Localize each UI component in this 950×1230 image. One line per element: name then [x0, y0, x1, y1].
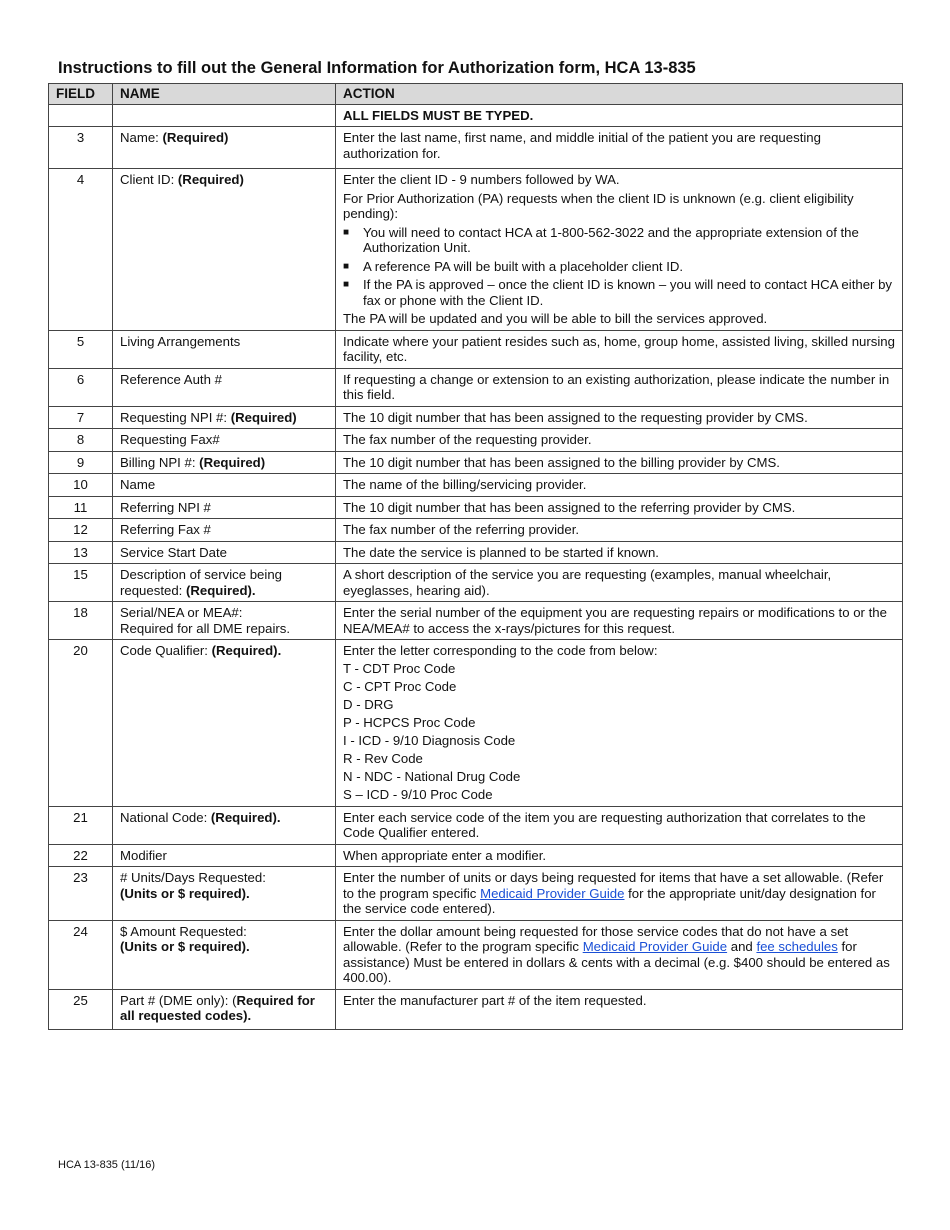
field-column-header: FIELD: [49, 84, 113, 105]
code-item: C - CPT Proc Code: [343, 679, 457, 694]
field-name: Referring NPI #: [113, 496, 336, 519]
table-row: [49, 519, 903, 542]
form-footer: HCA 13-835 (11/16): [58, 1159, 156, 1171]
field-number: 25: [49, 989, 113, 1029]
field-name: Billing NPI #: (Required): [113, 451, 336, 474]
field-name: $ Amount Requested: (Units or $ required).: [113, 920, 336, 989]
field-action: Enter the client ID - 9 numbers followed by WA. For Prior Authorization (PA) requests when the client ID is unknown (e.g. client eligibility pending): ■ You will need to contact HCA at 1-800-562-3022 and the appropriate extension of the Authorization Unit. ■ A reference PA will be built with a placeholder client ID. ■ If the PA is approved – once the client ID is known – you will need to contact HCA either by fax or phone with the Client ID. The PA will be updated and you will be able to bill the services approved.: [336, 169, 903, 331]
field-action: Enter the last name, first name, and middle initial of the patient you are requesting authorization for.: [336, 127, 903, 169]
table-row: [49, 640, 903, 807]
table-row: [49, 920, 903, 989]
table-row: [49, 451, 903, 474]
table-row: [49, 127, 903, 169]
field-name: Requesting Fax#: [113, 429, 336, 452]
table-row: [49, 496, 903, 519]
bullet-item: ■ If the PA is approved – once the client ID is known – you will need to contact HCA either by fax or phone with the Client ID.: [343, 277, 893, 308]
table-header-row: [49, 84, 903, 105]
field-name: Serial/NEA or MEA#: Required for all DME repairs.: [113, 602, 336, 640]
bullet-item: ■ You will need to contact HCA at 1-800-562-3022 and the appropriate extension of the Authorization Unit.: [343, 224, 859, 255]
field-name: National Code: (Required).: [113, 806, 336, 844]
medicaid-provider-guide-link[interactable]: Medicaid Provider Guide: [582, 939, 728, 954]
bullet-item: ■ A reference PA will be built with a placeholder client ID.: [343, 258, 684, 274]
field-action: The fax number of the requesting provider.: [336, 429, 903, 452]
field-number: 6: [49, 368, 113, 406]
field-action: The fax number of the referring provider.: [336, 519, 903, 542]
table-row: [49, 844, 903, 867]
field-name: Description of service being requested: (Required).: [113, 564, 336, 602]
page-title: Instructions to fill out the General Information for Authorization form, HCA 13-835: [58, 59, 696, 77]
table-row: [49, 368, 903, 406]
field-action: The name of the billing/servicing provider.: [336, 474, 903, 497]
field-name: # Units/Days Requested: (Units or $ required).: [113, 867, 336, 921]
code-item: I - ICD - 9/10 Diagnosis Code: [343, 733, 516, 748]
code-item: P - HCPCS Proc Code: [343, 715, 476, 730]
table-row: [49, 602, 903, 640]
code-item: D - DRG: [343, 697, 394, 712]
document-page: [48, 58, 902, 1030]
field-name: Client ID: (Required): [113, 169, 336, 331]
field-number: 20: [49, 640, 113, 807]
table-row: [49, 564, 903, 602]
field-number: 7: [49, 406, 113, 429]
field-action: Indicate where your patient resides such as, home, group home, assisted living, skilled nursing facility, etc.: [336, 330, 903, 368]
field-action: A short description of the service you are requesting (examples, manual wheelchair, eyeglasses, hearing aid).: [336, 564, 903, 602]
field-number: 12: [49, 519, 113, 542]
table-row: [49, 867, 903, 921]
field-number: 4: [49, 169, 113, 331]
field-action: Enter the manufacturer part # of the item requested.: [336, 989, 903, 1029]
field-name: Reference Auth #: [113, 368, 336, 406]
field-name: Modifier: [113, 844, 336, 867]
table-row: [49, 806, 903, 844]
code-item: S – ICD - 9/10 Proc Code: [343, 787, 493, 802]
field-action: The 10 digit number that has been assigned to the requesting provider by CMS.: [336, 406, 903, 429]
bullet-icon: ■: [343, 260, 350, 272]
field-number: 11: [49, 496, 113, 519]
field-name: Service Start Date: [113, 541, 336, 564]
field-name: Part # (DME only): (Required for all requested codes).: [113, 989, 336, 1029]
field-name: Living Arrangements: [113, 330, 336, 368]
instructions-table: [48, 83, 903, 1030]
field-name: Name: [113, 474, 336, 497]
action-column-header: ACTION: [336, 84, 903, 105]
table-row: [49, 330, 903, 368]
field-name: Name: (Required): [113, 127, 336, 169]
field-number: 18: [49, 602, 113, 640]
bullet-icon: ■: [343, 226, 350, 238]
field-action: Enter the dollar amount being requested for those service codes that do not have a set allowable. (Refer to the program specific Medicaid Provider Guide and fee schedules for assistance) Must be entered in dollars & cents with a decimal (e.g. $400 should be entered as 400.00).: [336, 920, 903, 989]
field-number: 15: [49, 564, 113, 602]
table-row: [49, 989, 903, 1029]
field-number: 23: [49, 867, 113, 921]
field-name: Code Qualifier: (Required).: [113, 640, 336, 807]
code-item: R - Rev Code: [343, 751, 423, 766]
table-row: [49, 474, 903, 497]
field-action: If requesting a change or extension to an existing authorization, please indicate the number in this field.: [336, 368, 903, 406]
table-row: [49, 406, 903, 429]
field-number: 10: [49, 474, 113, 497]
field-action: When appropriate enter a modifier.: [336, 844, 903, 867]
field-number: 22: [49, 844, 113, 867]
code-item: N - NDC - National Drug Code: [343, 769, 521, 784]
field-action: Enter the number of units or days being requested for items that have a set allowable. (Refer to the program specific Medicaid Provider Guide for the appropriate unit/day designation for the service code entered).: [336, 867, 903, 921]
medicaid-provider-guide-link[interactable]: Medicaid Provider Guide: [480, 885, 625, 901]
field-action: Enter the serial number of the equipment you are requesting repairs or modifications to or the NEA/MEA# to access the x-rays/pictures for this request.: [336, 602, 903, 640]
field-action: Enter the letter corresponding to the code from below: T - CDT Proc Code C - CPT Proc Code D - DRG P - HCPCS Proc Code I - ICD - 9/10 Diagnosis Code R - Rev Code N - NDC - National Drug Code S – ICD - 9/10 Proc Code: [336, 640, 903, 807]
bullet-icon: ■: [343, 279, 350, 290]
table-row: [49, 104, 903, 127]
field-number: 13: [49, 541, 113, 564]
field-action: The 10 digit number that has been assigned to the referring provider by CMS.: [336, 496, 903, 519]
field-action: The date the service is planned to be started if known.: [336, 541, 903, 564]
field-number: 21: [49, 806, 113, 844]
fee-schedules-link[interactable]: fee schedules: [756, 939, 838, 954]
field-number: 24: [49, 920, 113, 989]
code-item: T - CDT Proc Code: [343, 661, 456, 676]
all-fields-note: ALL FIELDS MUST BE TYPED.: [336, 104, 903, 127]
table-row: [49, 169, 903, 331]
field-number: 5: [49, 330, 113, 368]
field-number: 3: [49, 127, 113, 169]
table-row: [49, 541, 903, 564]
table-row: [49, 429, 903, 452]
field-number: 9: [49, 451, 113, 474]
field-number: 8: [49, 429, 113, 452]
field-action: The 10 digit number that has been assigned to the billing provider by CMS.: [336, 451, 903, 474]
field-name: Referring Fax #: [113, 519, 336, 542]
field-action: Enter each service code of the item you are requesting authorization that correlates to the Code Qualifier entered.: [336, 806, 903, 844]
field-name: Requesting NPI #: (Required): [113, 406, 336, 429]
name-column-header: NAME: [113, 84, 336, 105]
